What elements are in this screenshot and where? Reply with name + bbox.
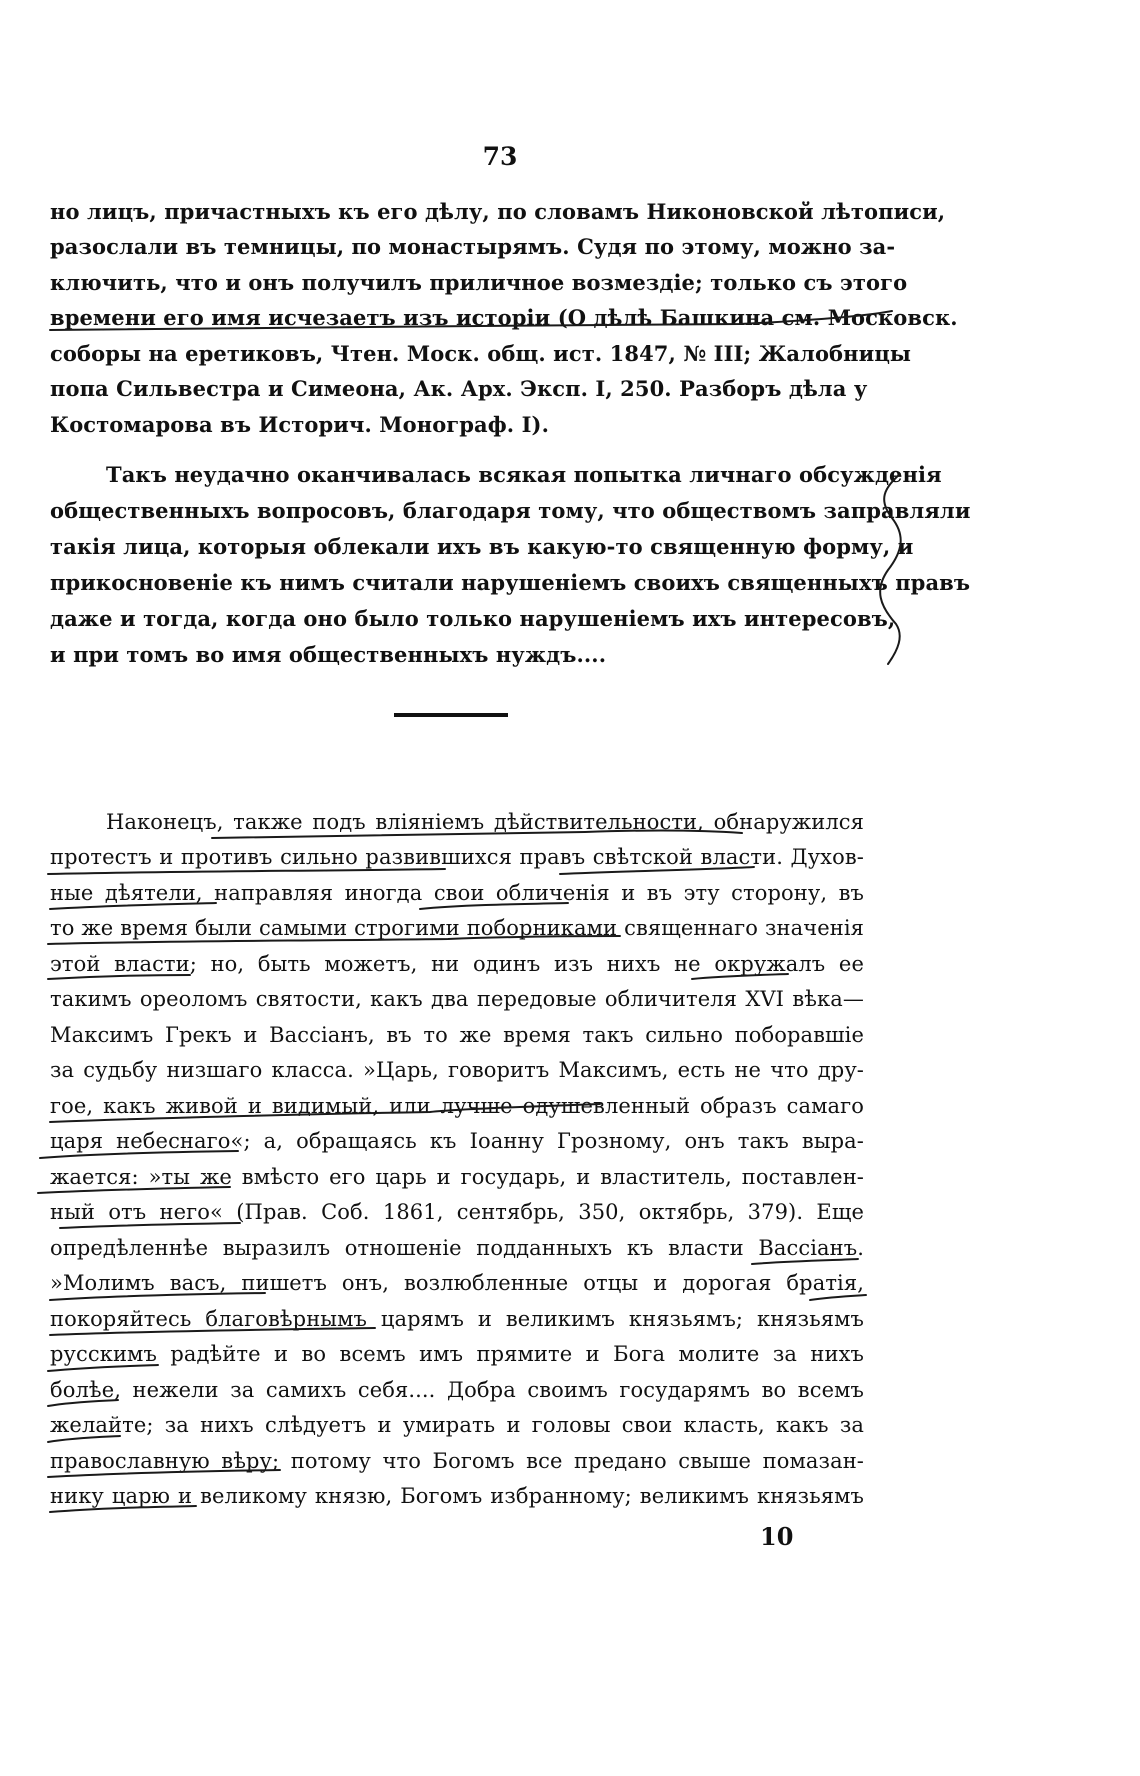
pencil-underline [48,869,445,874]
margin-bracket [880,474,901,664]
text-line: ные дѣятели, направляя иногда свои обличенія и въ эту сторону, въ [50,881,864,905]
text-line: за судьбу низшаго класса. »Царь, говоритъ Максимъ, есть не что дру- [50,1058,864,1082]
pencil-underline [48,1365,158,1371]
pencil-underline [48,936,620,944]
pencil-underline [420,903,568,909]
text-line: Наконецъ, также подъ вліяніемъ дѣйствительности, обнаружился [106,810,864,834]
text-line: времени его имя исчезаетъ изъ исторіи (О дѣлѣ Башкина см. Московск. [50,305,958,330]
text-line: русскимъ радѣйте и во всемъ имъ прямите и Бога молите за нихъ [50,1342,864,1366]
pencil-underline [692,974,788,979]
pencil-underline [48,1436,120,1442]
text-line: нику царю и великому князю, Богомъ избранному; великимъ князьямъ [50,1484,864,1508]
text-line: »Молимъ васъ, пишетъ онъ, возлюбленные отцы и дорогая братія, [50,1271,864,1295]
pencil-underline [40,1151,238,1158]
text-line: попа Сильвестра и Симеона, Ак. Арх. Эксп. I, 250. Разборъ дѣла у [50,376,868,401]
pencil-underline [50,1328,375,1335]
text-line: опредѣленнѣе выразилъ отношеніе подданныхъ къ власти Вассіанъ. [50,1236,864,1260]
pencil-underline [212,831,742,838]
pencil-underline [50,903,216,909]
text-line: Такъ неудачно оканчивалась всякая попытка личнаго обсужденія [106,462,942,487]
pencil-underline [50,1104,600,1122]
page-number: 73 [482,142,518,171]
text-line: то же время были самыми строгими поборниками священнаго значенія [50,916,864,940]
text-line: Костомарова въ Историч. Монограф. I). [50,412,549,437]
text-line: общественныхъ вопросовъ, благодаря тому, что обществомъ заправляли [50,498,971,523]
text-line: разослали въ темницы, по монастырямъ. Судя по этому, можно за- [50,234,896,259]
text-line: но лицъ, причастныхъ къ его дѣлу, по словамъ Никоновской лѣтописи, [50,199,946,224]
text-line: ный отъ него« (Прав. Соб. 1861, сентябрь, 350, октябрь, 379). Еще [50,1200,864,1224]
text-line: болѣе, нежели за самихъ себя.... Добра своимъ государямъ во всемъ [50,1378,864,1402]
pencil-underline [50,1506,196,1512]
pencil-underline [752,1259,858,1264]
pencil-underline [60,1223,240,1228]
text-line: царя небеснаго«; а, обращаясь къ Іоанну Грозному, онъ такъ выра- [50,1129,864,1153]
pencil-underline [48,1470,280,1477]
text-line: этой власти; но, быть можетъ, ни одинъ изъ нихъ не окружалъ ее [50,952,864,976]
pencil-underline [810,1295,866,1300]
pencil-underline [50,1293,265,1300]
text-line: Максимъ Грекъ и Вассіанъ, въ то же время такъ сильно поборавшіе [50,1023,864,1047]
text-line: протестъ и противъ сильно развившихся правъ свѣтской власти. Духов- [50,845,864,869]
pencil-underline [48,975,190,979]
text-line: и при томъ во имя общественныхъ нуждъ.... [50,642,607,667]
text-line: гое, какъ живой и видимый, или лучше одушевленный образъ самаго [50,1094,864,1118]
text-line: жается: »ты же вмѣсто его царь и государь, и властитель, поставлен- [50,1165,864,1189]
pencil-underline [50,311,892,330]
text-line: соборы на еретиковъ, Чтен. Моск. общ. ист. 1847, № III; Жалобницы [50,341,912,366]
pencil-underline [38,1187,230,1193]
text-line: ключить, что и онъ получилъ приличное возмездіе; только съ этого [50,270,908,295]
pencil-underline [48,1400,118,1406]
text-line: покоряйтесь благовѣрнымъ царямъ и великимъ князьямъ; князьямъ [50,1307,864,1331]
text-line: такія лица, которыя облекали ихъ въ какую-то священную форму, и [50,534,914,559]
text-line: даже и тогда, когда оно было только нарушеніемъ ихъ интересовъ, [50,606,896,631]
text-line: прикосновеніе къ нимъ считали нарушеніемъ своихъ священныхъ правъ [50,570,971,595]
text-line: желайте; за нихъ слѣдуетъ и умирать и головы свои класть, какъ за [50,1413,864,1437]
text-line: такимъ ореоломъ святости, какъ два передовые обличителя XVI вѣка— [50,987,864,1011]
signature-mark: 10 [760,1522,794,1551]
pencil-underline [560,867,754,874]
text-line: православную вѣру; потому что Богомъ все предано свыше помазан- [50,1449,864,1473]
